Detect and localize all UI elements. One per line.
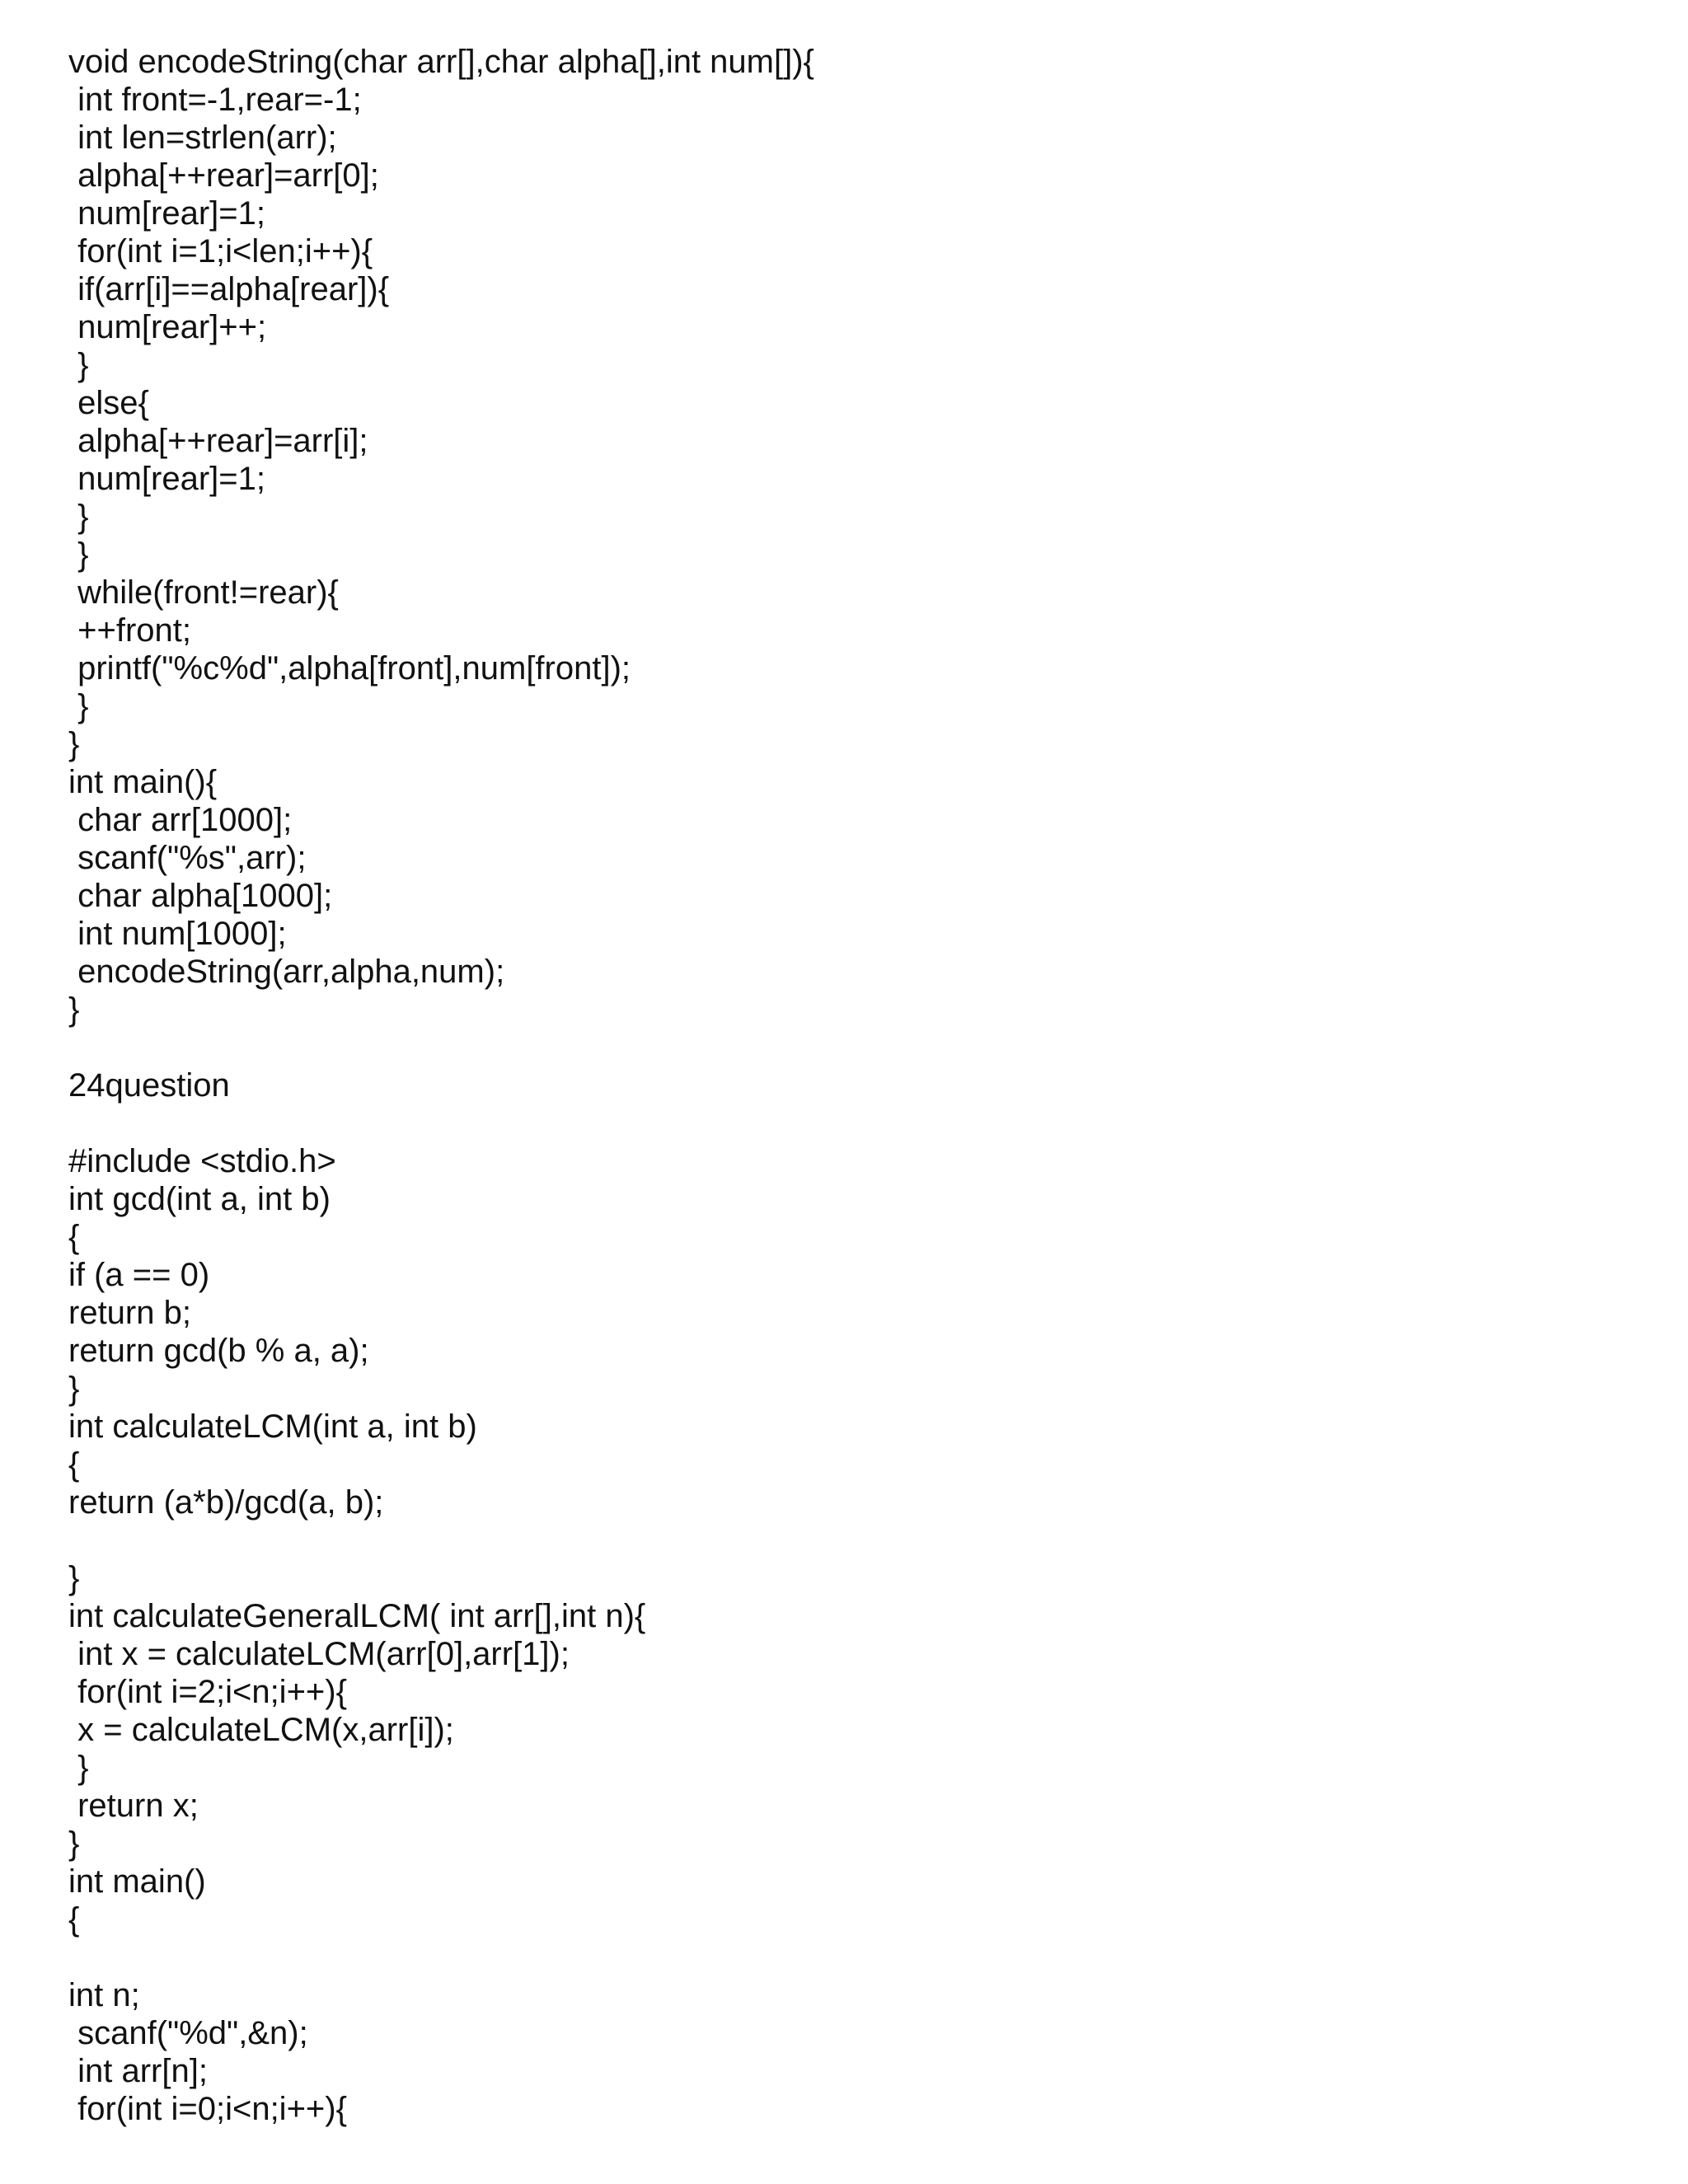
code-line: int main(){: [68, 764, 218, 800]
code-line: 24question: [68, 1067, 230, 1104]
blank-line: [68, 1521, 1634, 1559]
blank-line: [68, 1104, 1634, 1142]
code-line: else{: [68, 385, 149, 421]
document-body: [68, 43, 1634, 2128]
code-line: int n;: [68, 1977, 140, 2013]
code-line: ++front;: [68, 612, 191, 649]
code-line: }: [68, 726, 80, 762]
code-line: scanf("%s",arr);: [68, 840, 307, 876]
code-line: char arr[1000];: [68, 802, 293, 838]
code-line: int front=-1,rear=-1;: [68, 82, 362, 118]
code-line: {: [68, 1446, 80, 1483]
code-line: return b;: [68, 1295, 191, 1331]
code-line: }: [68, 1560, 80, 1596]
code-line: }: [68, 1750, 89, 1786]
code-line: }: [68, 991, 80, 1028]
code-line: for(int i=1;i<len;i++){: [68, 233, 373, 269]
code-line: for(int i=2;i<n;i++){: [68, 1674, 347, 1710]
code-line: int x = calculateLCM(arr[0],arr[1]);: [68, 1636, 570, 1672]
code-line: char alpha[1000];: [68, 878, 333, 914]
code-line: if(arr[i]==alpha[rear]){: [68, 271, 390, 307]
code-line: scanf("%d",&n);: [68, 2015, 308, 2051]
code-line: return gcd(b % a, a);: [68, 1333, 369, 1369]
code-line: encodeString(arr,alpha,num);: [68, 954, 505, 990]
code-line: num[rear]++;: [68, 309, 267, 345]
code-line: alpha[++rear]=arr[0];: [68, 157, 379, 194]
code-line: }: [68, 499, 89, 535]
blank-line: [68, 1029, 1634, 1066]
code-line: void encodeString(char arr[],char alpha[],int num[]){: [68, 44, 814, 80]
code-line: for(int i=0;i<n;i++){: [68, 2091, 347, 2127]
code-line: printf("%c%d",alpha[front],num[front]);: [68, 650, 631, 687]
code-line: alpha[++rear]=arr[i];: [68, 423, 368, 459]
code-line: while(front!=rear){: [68, 574, 339, 611]
blank-line: [68, 1938, 1634, 1976]
code-line: num[rear]=1;: [68, 461, 266, 497]
code-line: {: [68, 1219, 80, 1255]
code-line: num[rear]=1;: [68, 195, 266, 232]
code-line: #include <stdio.h>: [68, 1143, 336, 1179]
code-line: {: [68, 1901, 80, 1938]
code-line: }: [68, 537, 89, 573]
code-line: if (a == 0): [68, 1257, 210, 1293]
code-line: int calculateGeneralLCM( int arr[],int n){: [68, 1598, 646, 1634]
code-line: int calculateLCM(int a, int b): [68, 1408, 477, 1445]
code-line: }: [68, 347, 89, 383]
code-line: x = calculateLCM(x,arr[i]);: [68, 1712, 454, 1748]
code-line: int len=strlen(arr);: [68, 120, 337, 156]
code-line: int main(): [68, 1863, 206, 1900]
code-line: }: [68, 1371, 80, 1407]
code-line: }: [68, 688, 89, 724]
code-line: int gcd(int a, int b): [68, 1181, 331, 1217]
code-line: return x;: [68, 1788, 199, 1824]
code-line: int arr[n];: [68, 2053, 208, 2089]
code-line: return (a*b)/gcd(a, b);: [68, 1484, 384, 1521]
code-line: int num[1000];: [68, 916, 287, 952]
code-line: }: [68, 1825, 80, 1862]
